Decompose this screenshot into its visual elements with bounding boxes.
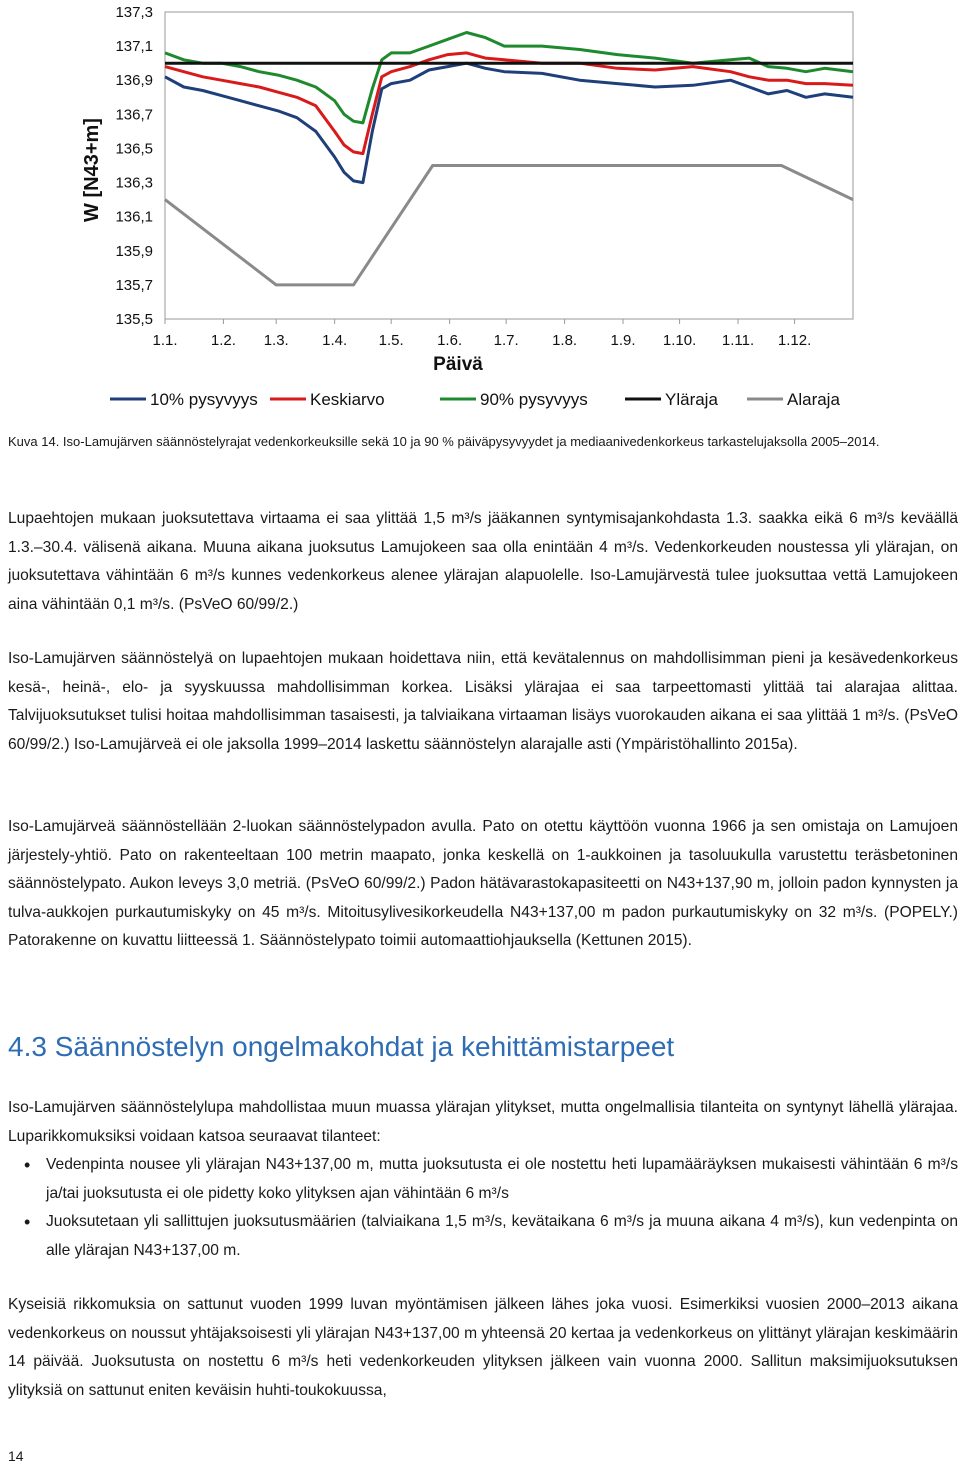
x-tick-label: 1.7. <box>493 332 519 349</box>
x-tick-label: 1.8. <box>552 332 578 349</box>
paragraph-2: Iso-Lamujärven säännöstelyä on lupaehtojen mukaan hoidettava niin, että kevätalennus on mahdollisimman pieni ja kesävedenkorkeus kesä-, heinä-, elo- ja syyskuussa mahdollisimman korkea. Lisäksi ylärajaa ei saa tarpeettomasti ylittää tai alarajaa alittaa. Talvijuoksutukset tulisi hoitaa mahdollisimman tasaisesti, ja talviaikana virtaaman lisäys vuorokauden aikana ei saa ylittää 1 m³/s. (PsVeO 60/99/2.) Iso-Lamujärveä ei ole jaksolla 1999–2014 laskettu säännöstelyn alarajalle asti (Ympäristöhallinto 2015a). <box>8 650 958 753</box>
legend <box>110 390 840 409</box>
x-tick-label: 1.2. <box>210 332 236 349</box>
x-tick-label: 1.11. <box>721 332 755 349</box>
x-tick-marks <box>165 319 795 324</box>
legend-label: Keskiarvo <box>310 390 385 409</box>
page-number: 14 <box>8 1448 24 1464</box>
closing-paragraph: Kyseisiä rikkomuksia on sattunut vuoden 1999 luvan myöntämisen jälkeen lähes joka vuosi. Esimerkiksi vuosien 2000–2013 aikana vedenkorkeus on noussut yhtäjaksoisesti yli ylärajan N43+137,00 m yhteensä 20 kertaa ja vedenkorkeus on ylittänyt ylärajan keskimäärin 14 päivää. Juoksutusta on nostettu 6 m³/s heti vedenkorkeuden ylityksen jälkeen vain vuonna 2000. Sallitun maksimijuoksutuksen ylityksiä on sattunut eniten keväisin huhti-toukokuussa, <box>8 1296 958 1399</box>
legend-label: 10% pysyvyys <box>150 390 258 409</box>
legend-label: 90% pysyvyys <box>480 390 588 409</box>
paragraph-1: Lupaehtojen mukaan juoksutettava virtaama ei saa ylittää 1,5 m³/s jääkannen syntymisajankohdasta 1.3. saakka eikä 6 m³/s keväällä 1.3.–30.4. välisenä aikana. Muuna aikana juoksutus Lamujokeen saa olla enintään 4 m³/s. Vedenkorkeuden noustessa yli ylärajan, on juoksutettava vähintään 6 m³/s kunnes vedenkorkeus alenee ylärajan alapuolelle. Iso-Lamujärvestä tulee juoksuttaa vettä Lamujokeen aina vähintään 0,1 m³/s. (PsVeO 60/99/2.) <box>8 510 958 613</box>
x-tick-label: 1.9. <box>610 332 636 349</box>
figure-caption: Kuva 14. Iso-Lamujärven säännöstelyrajat vedenkorkeuksille sekä 10 ja 90 % päiväpysyvyydet ja mediaanivedenkorkeus tarkastelujaksolla 2005–2014. <box>8 434 880 449</box>
y-tick-label: 136,5 <box>115 140 153 158</box>
list-item: • Vedenpinta nousee yli ylärajan N43+137,00 m, mutta juoksutusta ei ole nostettu heti lupamääräyksen mukaisesti vähintään 6 m³/s ja/tai juoksutusta ei ole pidetty koko ylityksen ajan vähintään 6 m³/s <box>8 1151 958 1208</box>
x-tick-label: 1.1. <box>152 332 178 349</box>
y-tick-label: 136,1 <box>115 208 153 226</box>
y-tick-label: 135,9 <box>115 242 153 260</box>
paragraph-3: Iso-Lamujärveä säännöstellään 2-luokan säännöstelypadon avulla. Pato on otettu käyttöön vuonna 1966 ja sen omistaja on Lamujoen järjestely-yhtiö. Pato on rakenteeltaan 100 metrin maapato, jonka keskellä on 1-aukkoinen ja tasoluukulla varustettu teräsbetoninen säännöstelypato. Aukon leveys 3,0 metriä. (PsVeO 60/99/2.) Padon hätävarastokapasiteetti on N43+137,90 m, jolloin padon kynnysten ja tulva-aukkojen purkautumiskyky on 45 m³/s. Mitoitusylivesikorkeudella N43+137,00 m padon purkautumiskyky on 32 m³/s. (POPELY.) Patorakenne on kuvattu liitteessä 1. Säännöstelypato toimii automaattiohjauksella (Kettunen 2015). <box>8 818 958 950</box>
y-tick-label: 136,3 <box>115 174 153 192</box>
x-tick-label: 1.12. <box>777 332 812 349</box>
y-tick-label: 137,1 <box>115 38 153 56</box>
legend-label: Alaraja <box>787 390 840 409</box>
y-tick-label: 135,5 <box>115 311 153 328</box>
y-axis-label: W [N43+m] <box>81 118 103 222</box>
x-tick-label: 1.3. <box>263 332 289 349</box>
violation-list <box>8 1151 958 1265</box>
x-axis-label: Päivä <box>433 354 483 375</box>
y-tick-label: 135,7 <box>115 276 153 294</box>
section-heading: 4.3 Säännöstelyn ongelmakohdat ja kehittämistarpeet <box>8 1031 675 1062</box>
y-tick-label: 136,7 <box>115 106 153 124</box>
y-tick-label: 136,9 <box>115 72 153 90</box>
x-tick-labels <box>152 332 811 349</box>
x-tick-label: 1.10. <box>662 332 697 349</box>
y-tick-labels <box>115 4 153 328</box>
x-tick-label: 1.4. <box>322 332 348 349</box>
x-tick-label: 1.6. <box>437 332 463 349</box>
list-item: • Juoksutetaan yli sallittujen juoksutusmäärien (talviaikana 1,5 m³/s, kevätaikana 6 m³/s ja muuna aikana 4 m³/s), kun vedenpinta on alle ylärajan N43+137,00 m. <box>8 1208 958 1265</box>
x-tick-label: 1.5. <box>378 332 404 349</box>
y-tick-label: 137,3 <box>115 4 153 21</box>
water-level-chart <box>0 0 960 420</box>
legend-label: Yläraja <box>665 390 718 409</box>
intro-paragraph: Iso-Lamujärven säännöstelylupa mahdollistaa muun muassa ylärajan ylitykset, mutta ongelmallisia tilanteita on syntynyt lähellä ylärajaa. Luparikkomuksiksi voidaan katsoa seuraavat tilanteet: <box>8 1099 958 1145</box>
